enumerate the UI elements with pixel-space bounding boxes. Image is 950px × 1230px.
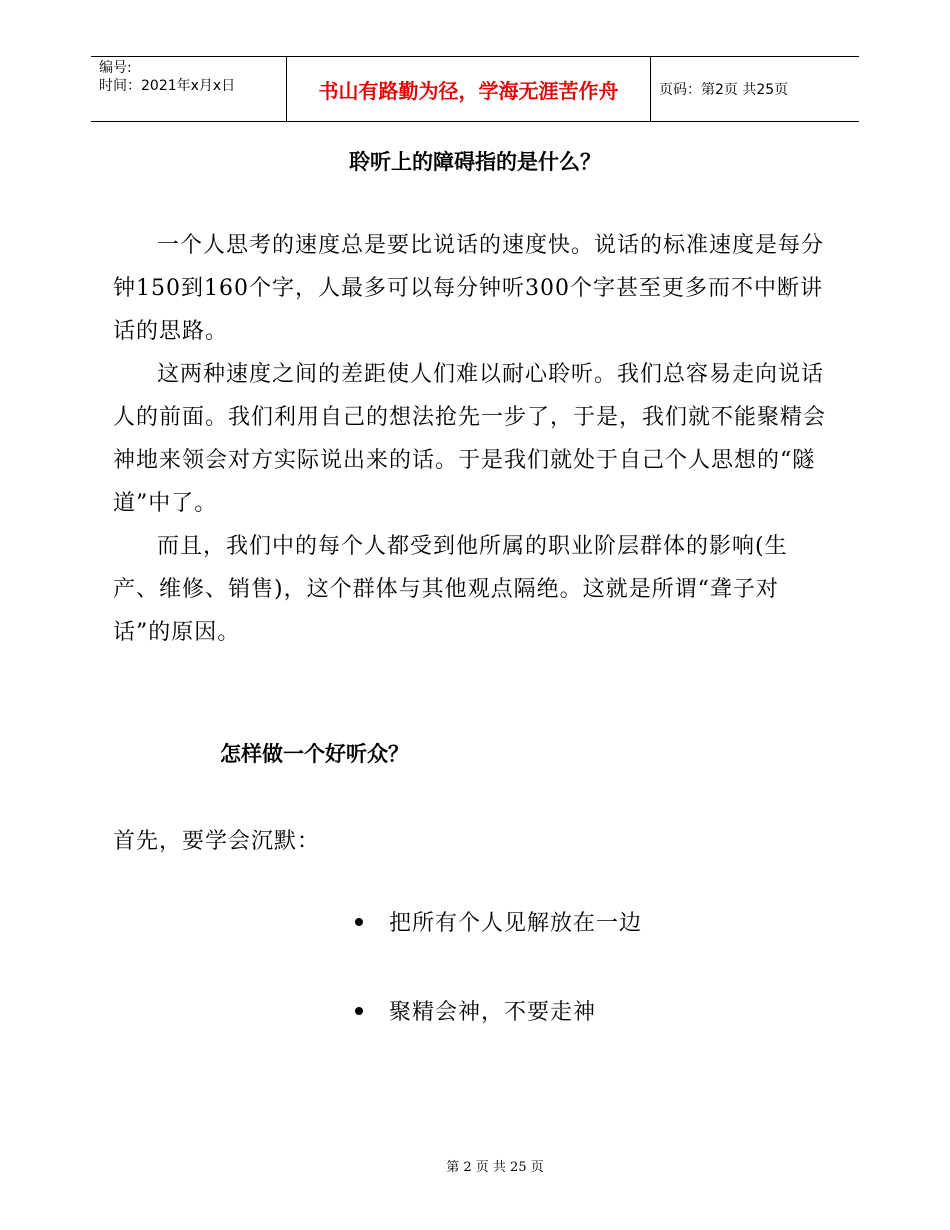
- list-item: [355, 995, 596, 1026]
- list-item: [355, 906, 642, 937]
- header-motto: 书山有路勤为径，学海无涯苦作舟: [286, 57, 651, 121]
- paragraph: 这两种速度之间的差距使人们难以耐心聆听。我们总容易走向说话人的前面。我们利用自己的想法抢先一步了，于是，我们就不能聚精会神地来领会对方实际说出来的话。于是我们就处于自己个人思想的“隧道”中了。: [113, 362, 827, 516]
- header-page-info: 页码：第2页 共25页: [659, 82, 789, 98]
- lead-text: 首先，要学会沉默：: [113, 829, 321, 854]
- list-item-text: 聚精会神，不要走神: [389, 1000, 597, 1025]
- document-number-label: 编号:: [99, 60, 132, 76]
- body-text: [113, 224, 833, 654]
- section-title: 聆听上的障碍指的是什么？: [349, 149, 601, 174]
- document-time-label: 时间：2021年x月x日: [99, 78, 236, 94]
- page-footer: 第 2 页 共 25 页: [446, 1160, 544, 1175]
- bullet-icon: [355, 918, 363, 926]
- paragraph: 而且，我们中的每个人都受到他所属的职业阶层群体的影响(生产、维修、销售)，这个群体与其他观点隔绝。这就是所谓“聋子对话”的原因。: [113, 534, 788, 645]
- section-subtitle: 怎样做一个好听众？: [220, 741, 409, 766]
- bullet-icon: [355, 1007, 363, 1015]
- page-header: [91, 56, 859, 122]
- header-meta: [91, 57, 286, 121]
- list-item-text: 把所有个人见解放在一边: [389, 911, 643, 936]
- paragraph: 一个人思考的速度总是要比说话的速度快。说话的标准速度是每分钟150到160个字，人最多可以每分钟听300个字甚至更多而不中断讲话的思路。: [113, 233, 825, 344]
